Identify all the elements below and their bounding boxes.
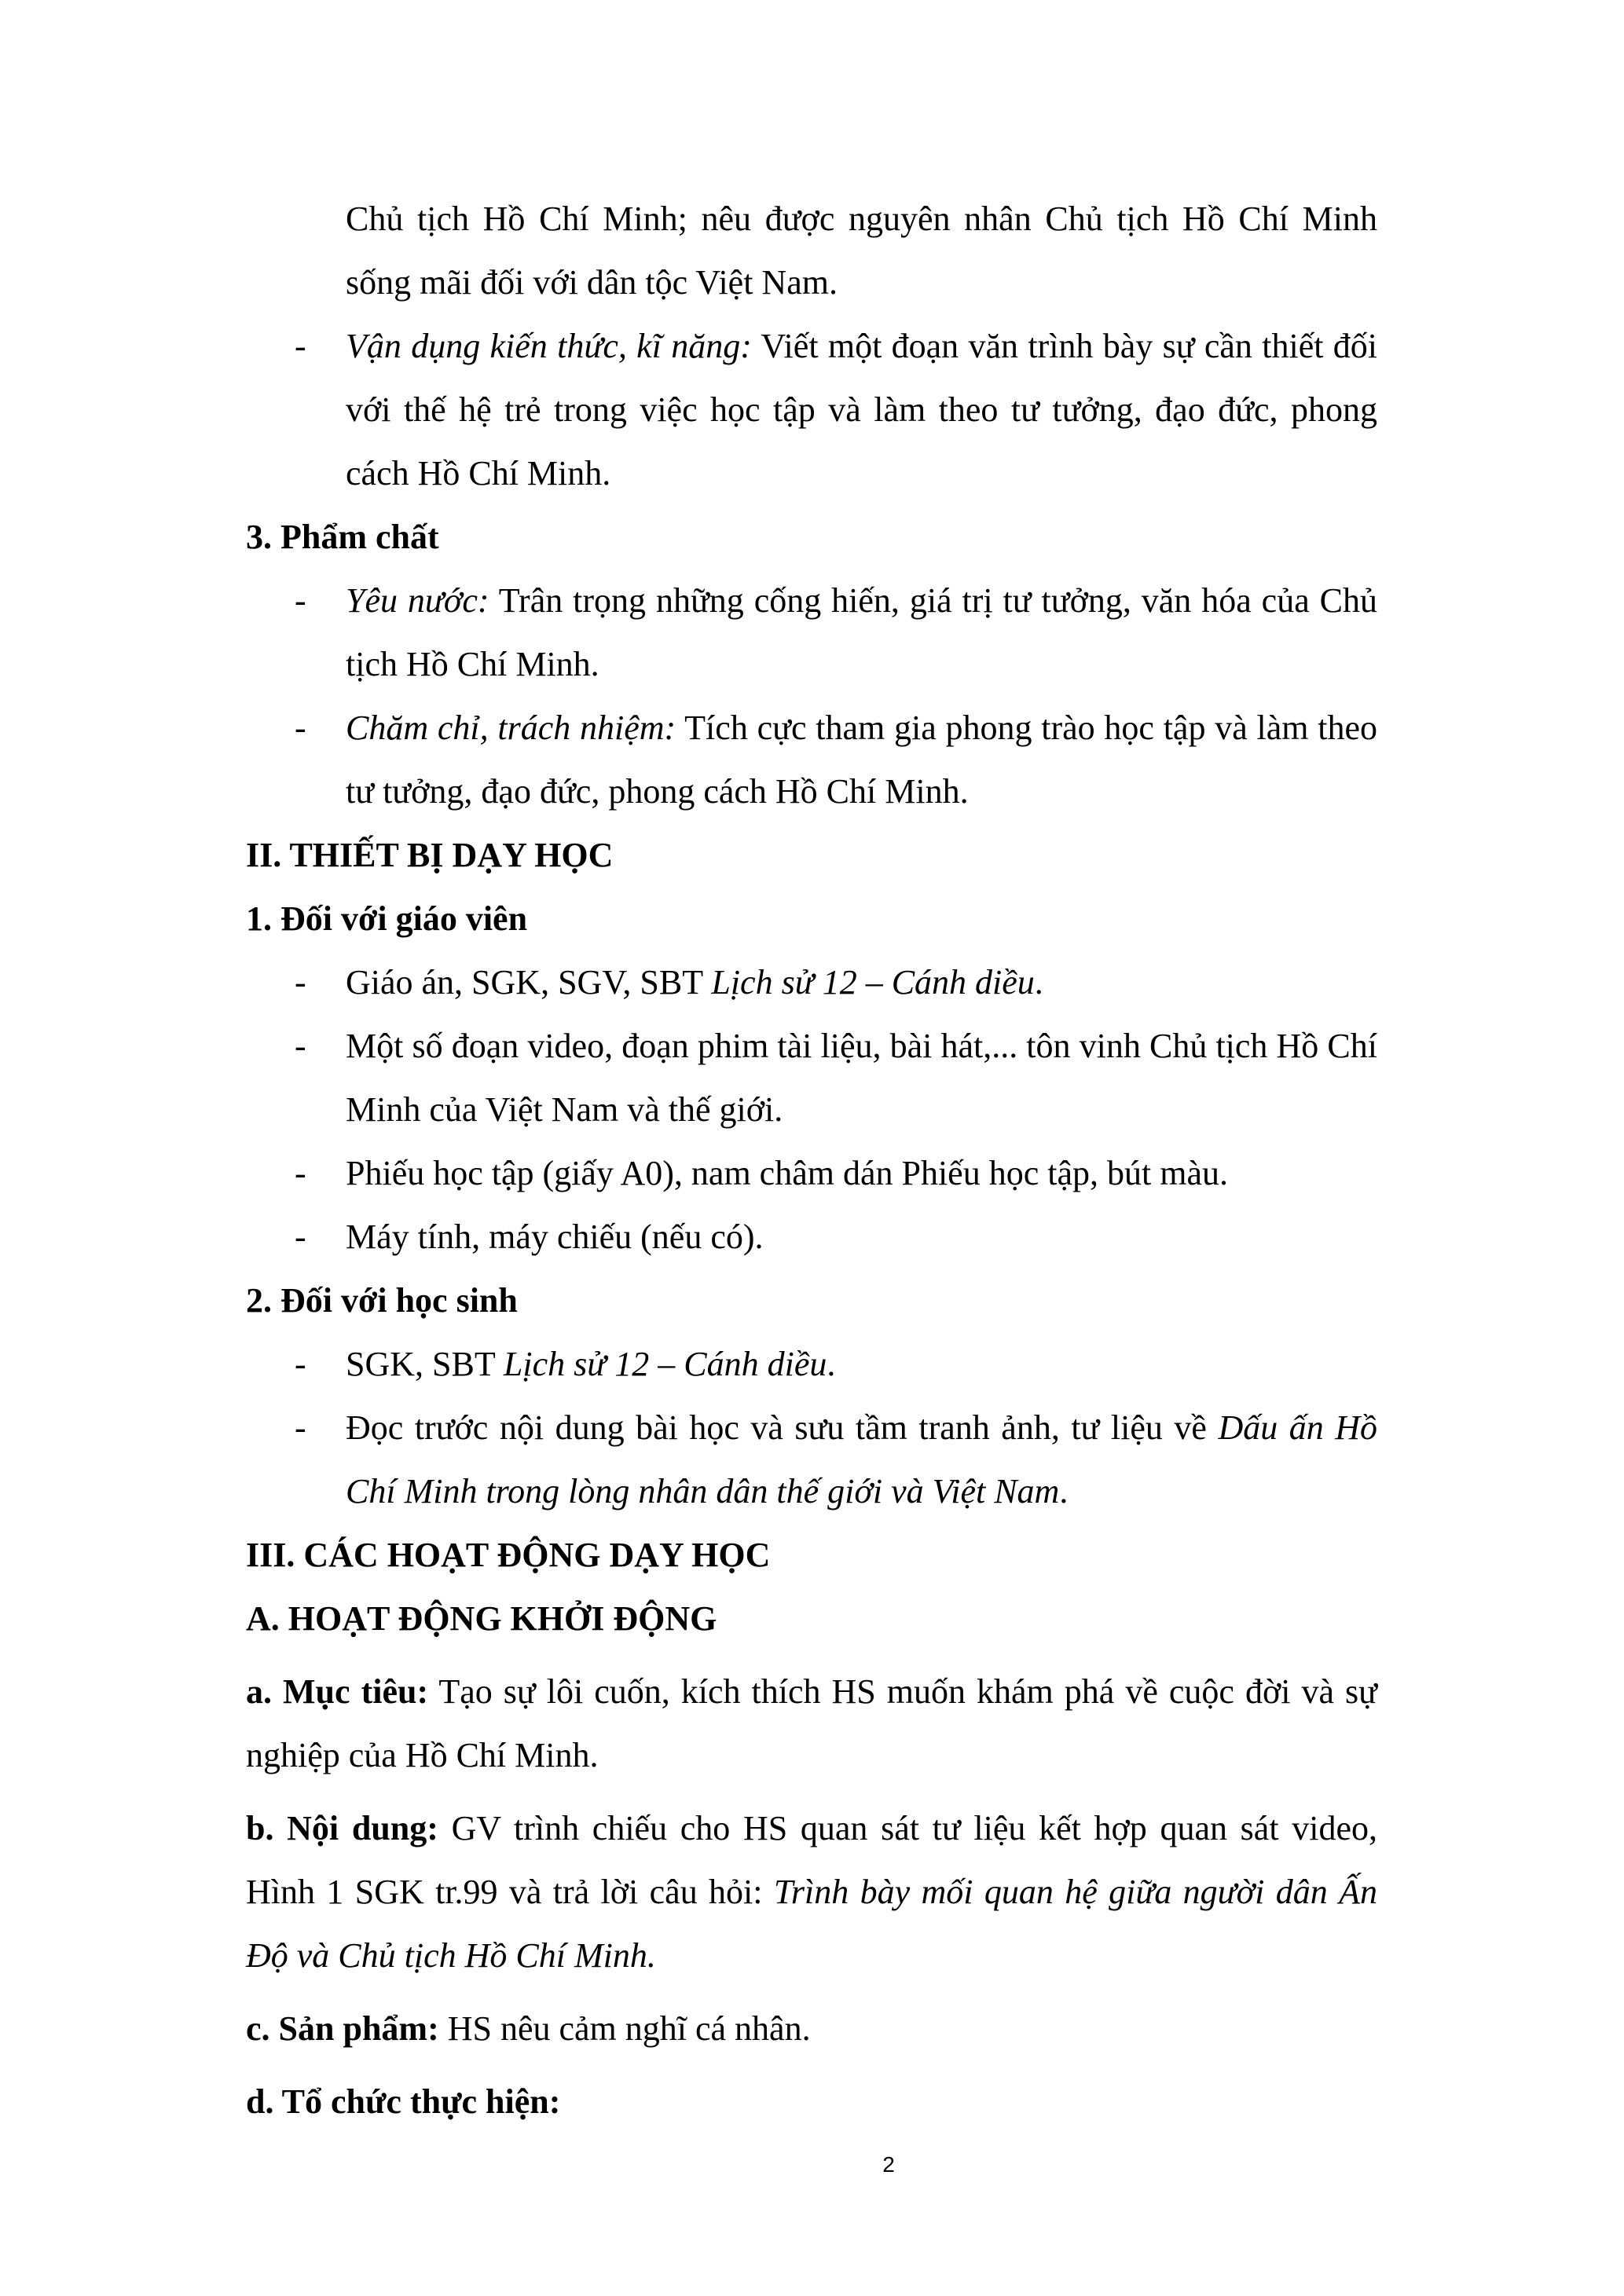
heading-doi-voi-giao-vien: 1. Đối với giáo viên: [246, 899, 528, 938]
bullet-dash: -: [295, 1027, 306, 1065]
bullet-dash: -: [295, 327, 306, 365]
bullet-dash: -: [295, 1408, 306, 1447]
bullet-dash: -: [295, 1345, 306, 1383]
bullet-dash: -: [295, 581, 306, 620]
page-number: 2: [882, 2152, 895, 2177]
continued-paragraph: Chủ tịch Hồ Chí Minh; nêu được nguyên nhân Chủ tịch Hồ Chí Minh sống mãi đối với dân tộc Việt Nam.: [346, 200, 1377, 302]
list-item: - Đọc trước nội dung bài học và sưu tầm tranh ảnh, tư liệu về Dấu ấn Hồ Chí Minh trong lòng nhân dân thế giới và Việt Nam.: [246, 1396, 1377, 1523]
bullet-dash: -: [295, 963, 306, 1002]
page-content: [246, 187, 1377, 2133]
bullet-dash: -: [295, 1218, 306, 1256]
item-text: Trân trọng những cống hiến, giá trị tư tưởng, văn hóa của Chủ tịch Hồ Chí Minh.: [346, 581, 1377, 683]
goal-label: a. Mục tiêu:: [246, 1672, 429, 1711]
product-paragraph: c. Sản phẩm: HS nêu cảm nghĩ cá nhân.: [246, 2009, 811, 2048]
list-item: - Một số đoạn video, đoạn phim tài liệu, bài hát,... tôn vinh Chủ tịch Hồ Chí Minh của Việt Nam và thế giới.: [246, 1014, 1377, 1141]
list-item: - Phiếu học tập (giấy A0), nam châm dán Phiếu học tập, bút màu.: [246, 1141, 1377, 1205]
goal-paragraph: a. Mục tiêu: Tạo sự lôi cuốn, kích thích HS muốn khám phá về cuộc đời và sự nghiệp của Hồ Chí Minh.: [246, 1672, 1377, 1774]
heading-cac-hoat-dong: III. CÁC HOẠT ĐỘNG DẠY HỌC: [246, 1536, 771, 1574]
heading-doi-voi-hoc-sinh: 2. Đối với học sinh: [246, 1281, 518, 1320]
content-paragraph: b. Nội dung: GV trình chiếu cho HS quan sát tư liệu kết hợp quan sát video, Hình 1 SGK tr.99 và trả lời câu hỏi: Trình bày mối quan hệ giữa người dân Ấn Độ và Chủ tịch Hồ Chí Minh.: [246, 1809, 1377, 1975]
product-label: c. Sản phẩm:: [246, 2009, 439, 2048]
organize-label: d. Tổ chức thực hiện:: [246, 2082, 561, 2121]
bullet-dash: -: [295, 1154, 306, 1192]
heading-pham-chat: 3. Phẩm chất: [246, 518, 439, 556]
item-label: Vận dụng kiến thức, kĩ năng:: [346, 327, 752, 365]
list-item: - Giáo án, SGK, SGV, SBT Lịch sử 12 – Cánh diều.: [246, 950, 1377, 1014]
heading-hoat-dong-khoi-dong: A. HOẠT ĐỘNG KHỞI ĐỘNG: [246, 1599, 717, 1638]
item-text: Tích cực tham gia phong trào học tập và làm theo tư tưởng, đạo đức, phong cách Hồ Chí Minh.: [346, 709, 1377, 811]
item-label: Yêu nước:: [346, 581, 489, 620]
bullet-dash: -: [295, 709, 306, 747]
item-label: Chăm chỉ, trách nhiệm:: [346, 709, 676, 747]
heading-thiet-bi-day-hoc: II. THIẾT BỊ DẠY HỌC: [246, 836, 614, 874]
list-item: - SGK, SBT Lịch sử 12 – Cánh diều.: [246, 1332, 1377, 1396]
list-item: [246, 569, 1377, 696]
item-text: Viết một đoạn văn trình bày sự cần thiết đối với thế hệ trẻ trong việc học tập và làm theo tư tưởng, đạo đức, phong cách Hồ Chí Minh.: [346, 327, 1377, 493]
organize-paragraph: [246, 2070, 1377, 2133]
content-label: b. Nội dung:: [246, 1809, 438, 1847]
list-item: [246, 314, 1377, 505]
list-item: - Máy tính, máy chiếu (nếu có).: [246, 1205, 1377, 1269]
list-item: [246, 696, 1377, 823]
